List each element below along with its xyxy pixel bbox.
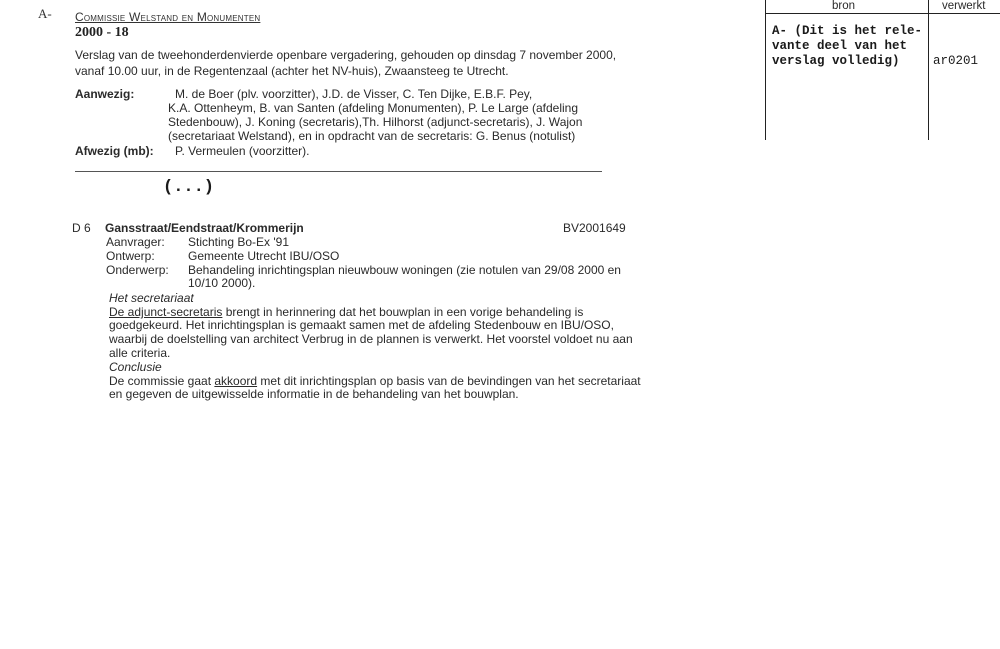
organization-title: Commissie Welstand en Monumenten (75, 10, 261, 24)
table-header-rule (765, 13, 1000, 14)
field-label-applicant: Aanvrager: (106, 235, 165, 249)
section-divider (75, 171, 602, 172)
meeting-number: 2000 - 18 (75, 25, 129, 40)
present-label: Aanwezig: (75, 87, 135, 101)
secretariat-line-2: goedgekeurd. Het inrichtingsplan is gemaakt samen met de afdeling Stedenbouw en IBU/OSO, (109, 318, 614, 332)
intro-line-1: Verslag van de tweehonderdenvierde openbare vergadering, gehouden op dinsdag 7 november 2000, (75, 48, 617, 62)
table-border-middle (928, 0, 929, 140)
field-value-design: Gemeente Utrecht IBU/OSO (188, 249, 340, 263)
present-line-1: M. de Boer (plv. voorzitter), J.D. de Visser, C. Ten Dijke, E.B.F. Pey, (175, 87, 533, 101)
source-line-1: A- (Dit is het rele- (772, 24, 923, 38)
secretariat-heading: Het secretariaat (109, 291, 194, 305)
conclusion-heading: Conclusie (109, 360, 162, 374)
absent-text: P. Vermeulen (voorzitter). (175, 144, 310, 158)
item-code: D 6 (72, 221, 91, 235)
source-line-2: vante deel van het (772, 39, 908, 53)
conclusion-post: met dit inrichtingsplan op basis van de bevindingen van het secretariaat (257, 374, 641, 388)
conclusion-line-1 (109, 374, 641, 388)
conclusion-line-2: en gegeven de uitgewisselde informatie in de behandeling van het bouwplan. (109, 387, 519, 401)
item-title: Gansstraat/Eendstraat/Krommerijn (105, 221, 304, 235)
field-label-design: Ontwerp: (106, 249, 155, 263)
margin-mark: A- (38, 6, 52, 21)
secretariat-line-3: waarbij de doelstelling van architect Verbrug in de plannen is verwerkt. Het voorstel voldoet nu aan (109, 332, 633, 346)
present-line-4: (secretariaat Welstand), en in opdracht van de secretaris: G. Benus (notulist) (168, 129, 576, 143)
conclusion-pre: De commissie gaat (109, 374, 215, 388)
present-line-2: K.A. Ottenheym, B. van Santen (afdeling Monumenten), P. Le Large (afdeling (168, 101, 579, 115)
table-header-source: bron (832, 0, 856, 12)
present-line-3: Stedenbouw), J. Koning (secretaris),Th. Hilhorst (adjunct-secretaris), J. Wajon (168, 115, 583, 129)
table-header-processed: verwerkt (942, 0, 986, 12)
omission-marker: (...) (163, 178, 215, 197)
processed-value: ar0201 (933, 54, 979, 68)
field-value-subject: Behandeling inrichtingsplan nieuwbouw woningen (zie notulen van 29/08 2000 en (188, 263, 621, 277)
field-label-subject: Onderwerp: (106, 263, 169, 277)
table-border-left (765, 0, 766, 140)
secretariat-subject: De adjunct-secretaris (109, 305, 223, 319)
intro-line-2: vanaf 10.00 uur, in de Regentenzaal (achter het NV-huis), Zwaansteeg te Utrecht. (75, 64, 509, 78)
secretariat-line-1-rest: brengt in herinnering dat het bouwplan in een vorige behandeling is (222, 305, 584, 319)
field-value-subject-cont: 10/10 2000). (188, 276, 256, 290)
source-line-3: verslag volledig) (772, 54, 900, 68)
absent-label: Afwezig (mb): (75, 144, 154, 158)
secretariat-line-1 (109, 305, 583, 319)
field-value-applicant: Stichting Bo-Ex '91 (188, 235, 290, 249)
conclusion-keyword: akkoord (214, 374, 258, 388)
secretariat-line-4: alle criteria. (109, 346, 171, 360)
item-reference: BV2001649 (563, 221, 626, 235)
